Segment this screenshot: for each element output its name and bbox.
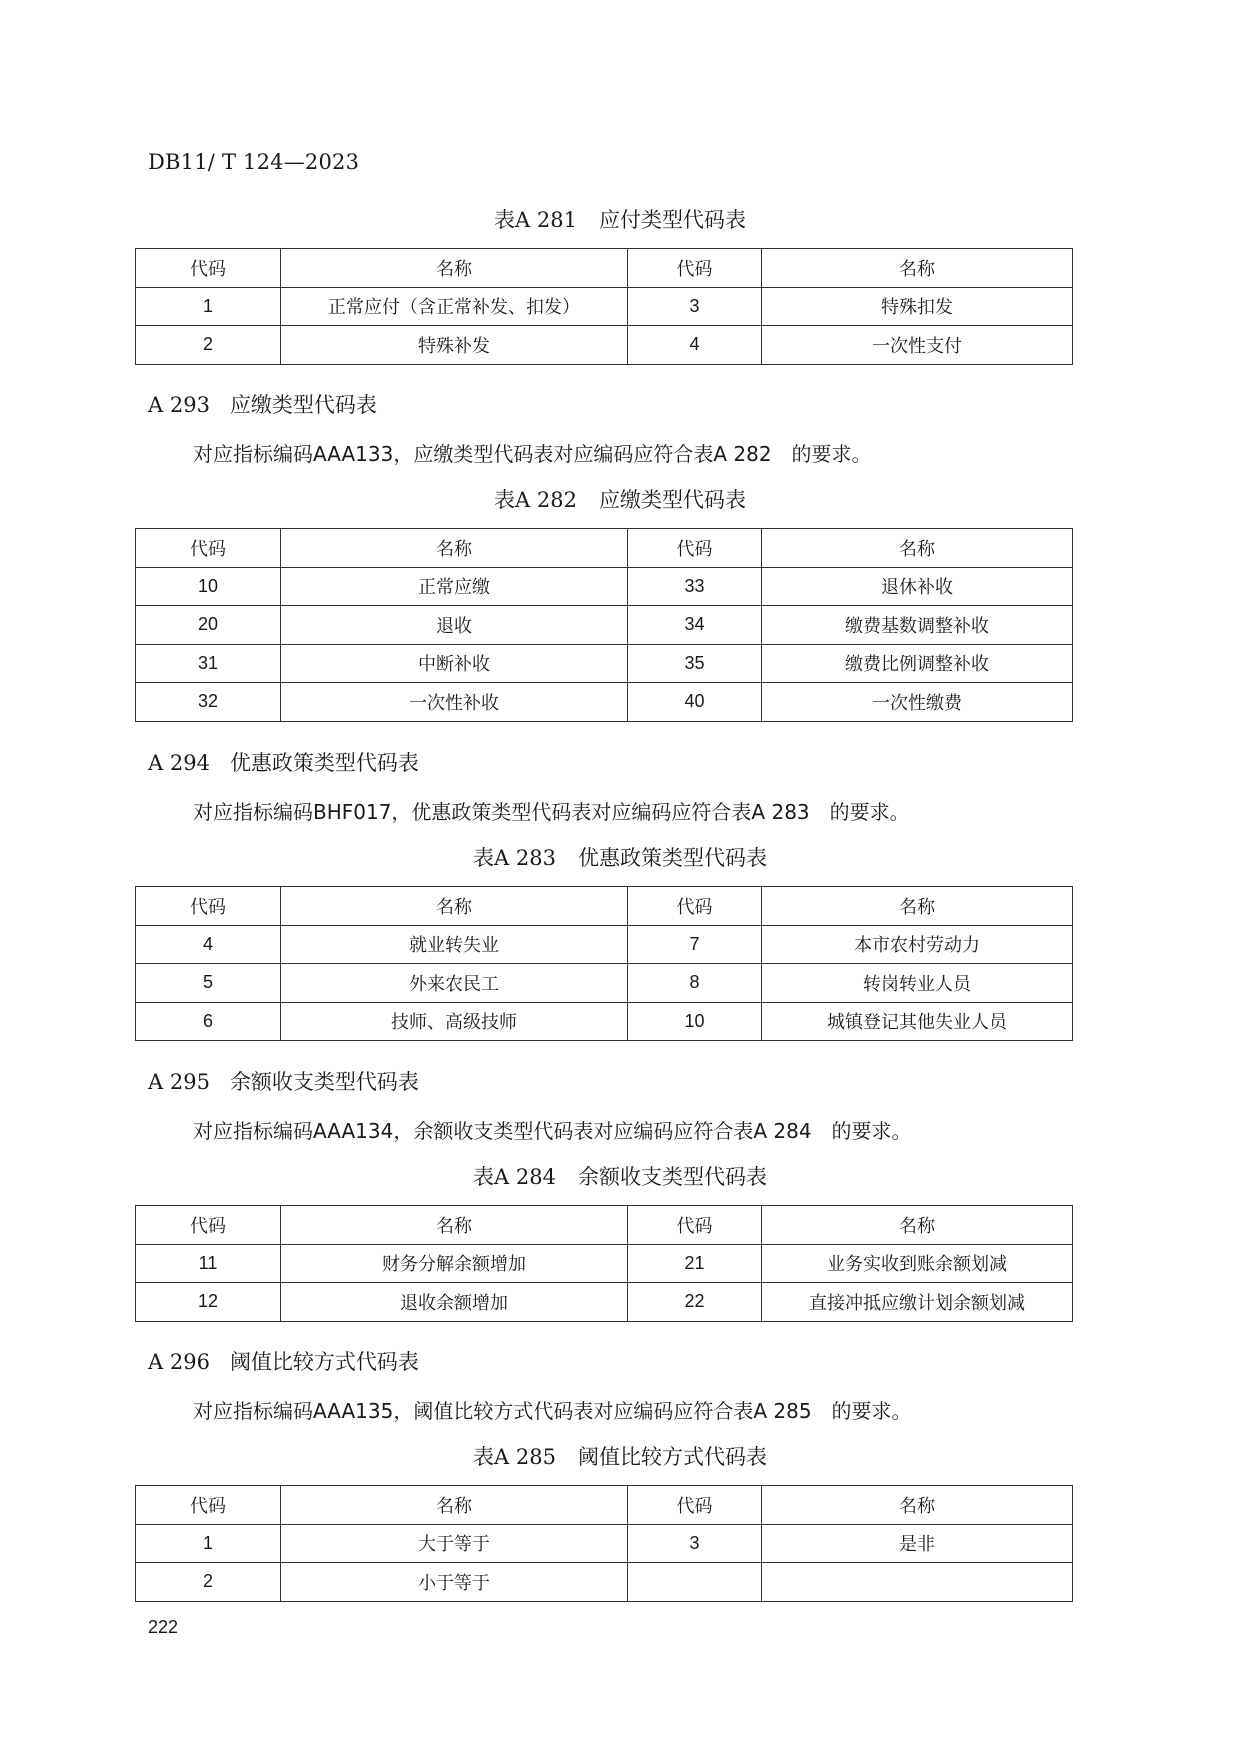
caption-title: 优惠政策类型代码表 xyxy=(577,846,767,870)
code-cell: 4 xyxy=(136,925,281,964)
header-cell: 名称 xyxy=(281,529,628,568)
caption-number: 表A 282 xyxy=(494,488,577,512)
header-cell: 名称 xyxy=(762,1486,1073,1525)
name-cell xyxy=(762,1563,1073,1602)
header-cell: 名称 xyxy=(281,887,628,926)
name-cell: 缴费基数调整补收 xyxy=(762,606,1073,645)
code-cell: 31 xyxy=(136,644,281,683)
section-number: A 295 xyxy=(148,1070,210,1094)
caption-number: 表A 283 xyxy=(473,846,556,870)
section-paragraph: 对应指标编码AAA133，应缴类型代码表对应编码应符合表A 282 的要求。 xyxy=(193,442,872,466)
caption-number: 表A 284 xyxy=(473,1165,556,1189)
code-cell: 21 xyxy=(628,1244,762,1283)
section-title: 应缴类型代码表 xyxy=(229,393,377,417)
section-number: A 296 xyxy=(148,1350,210,1374)
page-number: 222 xyxy=(148,1617,179,1637)
header-cell: 代码 xyxy=(628,1486,762,1525)
section-title: 余额收支类型代码表 xyxy=(229,1070,419,1094)
code-cell: 2 xyxy=(136,326,281,365)
table-row xyxy=(136,1244,1073,1283)
code-table-285 xyxy=(135,1485,1073,1602)
table-row xyxy=(136,1002,1073,1041)
code-cell: 5 xyxy=(136,964,281,1003)
code-cell: 6 xyxy=(136,1002,281,1041)
document-header: DB11/ T 124—2023 xyxy=(148,150,360,174)
name-cell: 本市农村劳动力 xyxy=(762,925,1073,964)
name-cell: 业务实收到账余额划减 xyxy=(762,1244,1073,1283)
header-cell: 代码 xyxy=(136,1486,281,1525)
name-cell: 转岗转业人员 xyxy=(762,964,1073,1003)
code-cell: 40 xyxy=(628,683,762,722)
table-row xyxy=(136,1283,1073,1322)
table-caption xyxy=(0,204,1240,234)
code-cell: 7 xyxy=(628,925,762,964)
code-table-284 xyxy=(135,1205,1073,1322)
table-caption xyxy=(0,1161,1240,1191)
table-header-row xyxy=(136,529,1073,568)
header-cell: 名称 xyxy=(281,1486,628,1525)
name-cell: 直接冲抵应缴计划余额划减 xyxy=(762,1283,1073,1322)
name-cell: 财务分解余额增加 xyxy=(281,1244,628,1283)
code-cell: 4 xyxy=(628,326,762,365)
table-row xyxy=(136,606,1073,645)
name-cell: 一次性支付 xyxy=(762,326,1073,365)
section-heading xyxy=(148,1346,419,1376)
header-cell: 代码 xyxy=(136,529,281,568)
section-paragraph: 对应指标编码AAA134，余额收支类型代码表对应编码应符合表A 284 的要求。 xyxy=(193,1119,912,1143)
name-cell: 中断补收 xyxy=(281,644,628,683)
section-heading xyxy=(148,747,419,777)
table-row xyxy=(136,1524,1073,1563)
caption-title: 应付类型代码表 xyxy=(598,208,746,232)
name-cell: 退收 xyxy=(281,606,628,645)
code-cell xyxy=(628,1563,762,1602)
header-cell: 名称 xyxy=(762,249,1073,288)
name-cell: 大于等于 xyxy=(281,1524,628,1563)
code-cell: 2 xyxy=(136,1563,281,1602)
section-title: 阈值比较方式代码表 xyxy=(229,1350,419,1374)
section-heading xyxy=(148,1066,419,1096)
name-cell: 正常应付（含正常补发、扣发） xyxy=(281,287,628,326)
name-cell: 外来农民工 xyxy=(281,964,628,1003)
table-row xyxy=(136,925,1073,964)
table-row xyxy=(136,1563,1073,1602)
header-cell: 代码 xyxy=(628,249,762,288)
caption-title: 余额收支类型代码表 xyxy=(577,1165,767,1189)
code-cell: 8 xyxy=(628,964,762,1003)
section-title: 优惠政策类型代码表 xyxy=(229,751,419,775)
header-cell: 代码 xyxy=(628,1206,762,1245)
code-cell: 1 xyxy=(136,287,281,326)
table-header-row xyxy=(136,887,1073,926)
table-row xyxy=(136,326,1073,365)
header-cell: 代码 xyxy=(136,887,281,926)
code-cell: 10 xyxy=(628,1002,762,1041)
table-row xyxy=(136,683,1073,722)
header-cell: 代码 xyxy=(628,529,762,568)
code-cell: 33 xyxy=(628,567,762,606)
caption-title: 应缴类型代码表 xyxy=(598,488,746,512)
name-cell: 缴费比例调整补收 xyxy=(762,644,1073,683)
caption-number: 表A 285 xyxy=(473,1445,556,1469)
code-cell: 20 xyxy=(136,606,281,645)
code-cell: 1 xyxy=(136,1524,281,1563)
header-cell: 名称 xyxy=(762,887,1073,926)
code-cell: 11 xyxy=(136,1244,281,1283)
section-number: A 294 xyxy=(148,751,210,775)
caption-number: 表A 281 xyxy=(494,208,577,232)
section-number: A 293 xyxy=(148,393,210,417)
section-paragraph: 对应指标编码AAA135，阈值比较方式代码表对应编码应符合表A 285 的要求。 xyxy=(193,1399,912,1423)
table-row xyxy=(136,287,1073,326)
code-cell: 3 xyxy=(628,1524,762,1563)
code-cell: 12 xyxy=(136,1283,281,1322)
code-table-282 xyxy=(135,528,1073,722)
code-cell: 35 xyxy=(628,644,762,683)
name-cell: 特殊补发 xyxy=(281,326,628,365)
code-cell: 32 xyxy=(136,683,281,722)
name-cell: 技师、高级技师 xyxy=(281,1002,628,1041)
code-cell: 34 xyxy=(628,606,762,645)
table-header-row xyxy=(136,1206,1073,1245)
caption-title: 阈值比较方式代码表 xyxy=(577,1445,767,1469)
name-cell: 小于等于 xyxy=(281,1563,628,1602)
code-cell: 10 xyxy=(136,567,281,606)
name-cell: 一次性缴费 xyxy=(762,683,1073,722)
name-cell: 就业转失业 xyxy=(281,925,628,964)
name-cell: 是非 xyxy=(762,1524,1073,1563)
section-heading xyxy=(148,389,377,419)
name-cell: 退收余额增加 xyxy=(281,1283,628,1322)
table-caption xyxy=(0,484,1240,514)
header-cell: 名称 xyxy=(281,249,628,288)
code-cell: 3 xyxy=(628,287,762,326)
table-row xyxy=(136,567,1073,606)
code-table-281 xyxy=(135,248,1073,365)
table-caption xyxy=(0,1441,1240,1471)
section-paragraph: 对应指标编码BHF017，优惠政策类型代码表对应编码应符合表A 283 的要求。 xyxy=(193,800,910,824)
name-cell: 城镇登记其他失业人员 xyxy=(762,1002,1073,1041)
table-header-row xyxy=(136,1486,1073,1525)
header-cell: 名称 xyxy=(762,529,1073,568)
name-cell: 特殊扣发 xyxy=(762,287,1073,326)
header-cell: 代码 xyxy=(628,887,762,926)
table-header-row xyxy=(136,249,1073,288)
code-table-283 xyxy=(135,886,1073,1041)
table-row xyxy=(136,644,1073,683)
header-cell: 代码 xyxy=(136,1206,281,1245)
table-caption xyxy=(0,842,1240,872)
name-cell: 正常应缴 xyxy=(281,567,628,606)
header-cell: 代码 xyxy=(136,249,281,288)
header-cell: 名称 xyxy=(762,1206,1073,1245)
code-cell: 22 xyxy=(628,1283,762,1322)
name-cell: 一次性补收 xyxy=(281,683,628,722)
name-cell: 退休补收 xyxy=(762,567,1073,606)
header-cell: 名称 xyxy=(281,1206,628,1245)
table-row xyxy=(136,964,1073,1003)
